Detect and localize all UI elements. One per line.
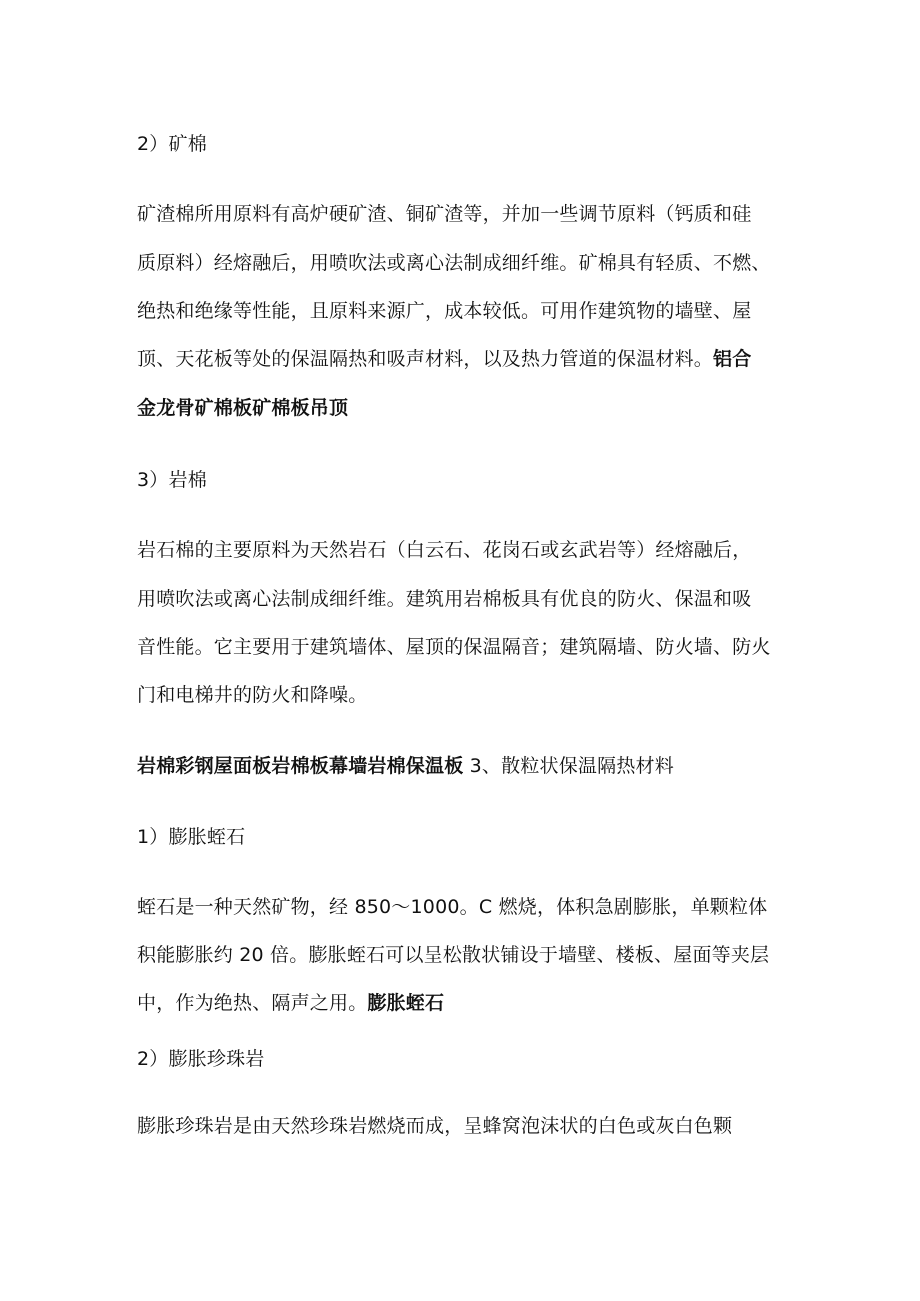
paragraph-text: 质原料）经熔融后，用喷吹法或离心法制成细纤维。矿棉具有轻质、不燃、 [137, 252, 771, 274]
paragraph-line [137, 943, 769, 967]
mixed-line-rockwool-products [137, 754, 674, 778]
paragraph-text: 膨胀珍珠岩是由天然珍珠岩燃烧而成，呈蜂窝泡沫状的白色或灰白色颗 [137, 1115, 733, 1137]
paragraph-line [137, 587, 751, 611]
paragraph-line [137, 347, 751, 371]
paragraph-line [137, 683, 367, 707]
section-heading-expanded-perlite [137, 1047, 265, 1071]
paragraph-text: 绝热和绝缘等性能，且原料来源广，成本较低。可用作建筑物的墙壁、屋 [137, 300, 752, 322]
paragraph-text: 音性能。它主要用于建筑墙体、屋顶的保温隔音；建筑隔墙、防火墙、防火 [137, 636, 771, 658]
section-heading-expanded-vermiculite [137, 825, 245, 849]
paragraph-text: 矿渣棉所用原料有高炉硬矿渣、铜矿渣等，并加一些调节原料（钙质和硅 [137, 203, 752, 225]
heading-text: 3）岩棉 [137, 469, 207, 491]
paragraph-text: 蛭石是一种天然矿物，经 850～1000。C 燃烧，体积急剧膨胀，单颗粒体 [137, 896, 768, 918]
section-heading-rock-wool [137, 468, 207, 492]
heading-text: 2）矿棉 [137, 133, 207, 155]
paragraph-text: 门和电梯井的防火和降噪。 [137, 684, 368, 706]
section-heading-mineral-wool [137, 132, 207, 156]
bold-keyword: 金龙骨矿棉板矿棉板吊顶 [137, 397, 349, 419]
paragraph-line [137, 895, 767, 919]
paragraph-line [137, 991, 444, 1015]
paragraph-line-bold [137, 396, 348, 420]
paragraph-text: 顶、天花板等处的保温隔热和吸声材料，以及热力管道的保温材料。 [137, 348, 714, 370]
paragraph-line [137, 538, 751, 562]
heading-text: 2）膨胀珍珠岩 [137, 1048, 265, 1070]
paragraph-line [137, 299, 751, 323]
paragraph-line [137, 202, 751, 226]
paragraph-line [137, 251, 771, 275]
bold-keyword: 岩棉彩钢屋面板岩棉板幕墙岩棉保温板 [137, 755, 464, 777]
paragraph-text: 用喷吹法或离心法制成细纤维。建筑用岩棉板具有优良的防火、保温和吸 [137, 588, 752, 610]
section-heading-loose-fill: 3、散粒状保温隔热材料 [463, 755, 674, 777]
paragraph-line [137, 635, 771, 659]
paragraph-text: 岩石棉的主要原料为天然岩石（白云石、花岗石或玄武岩等）经熔融后， [137, 539, 752, 561]
bold-keyword: 膨胀蛭石 [367, 992, 445, 1014]
bold-keyword: 铝合 [713, 348, 752, 370]
paragraph-text: 积能膨胀约 20 倍。膨胀蛭石可以呈松散状铺设于墙壁、楼板、屋面等夹层 [137, 944, 770, 966]
paragraph-line [137, 1114, 732, 1138]
heading-text: 1）膨胀蛭石 [137, 826, 246, 848]
paragraph-text: 中，作为绝热、隔声之用。 [137, 992, 368, 1014]
